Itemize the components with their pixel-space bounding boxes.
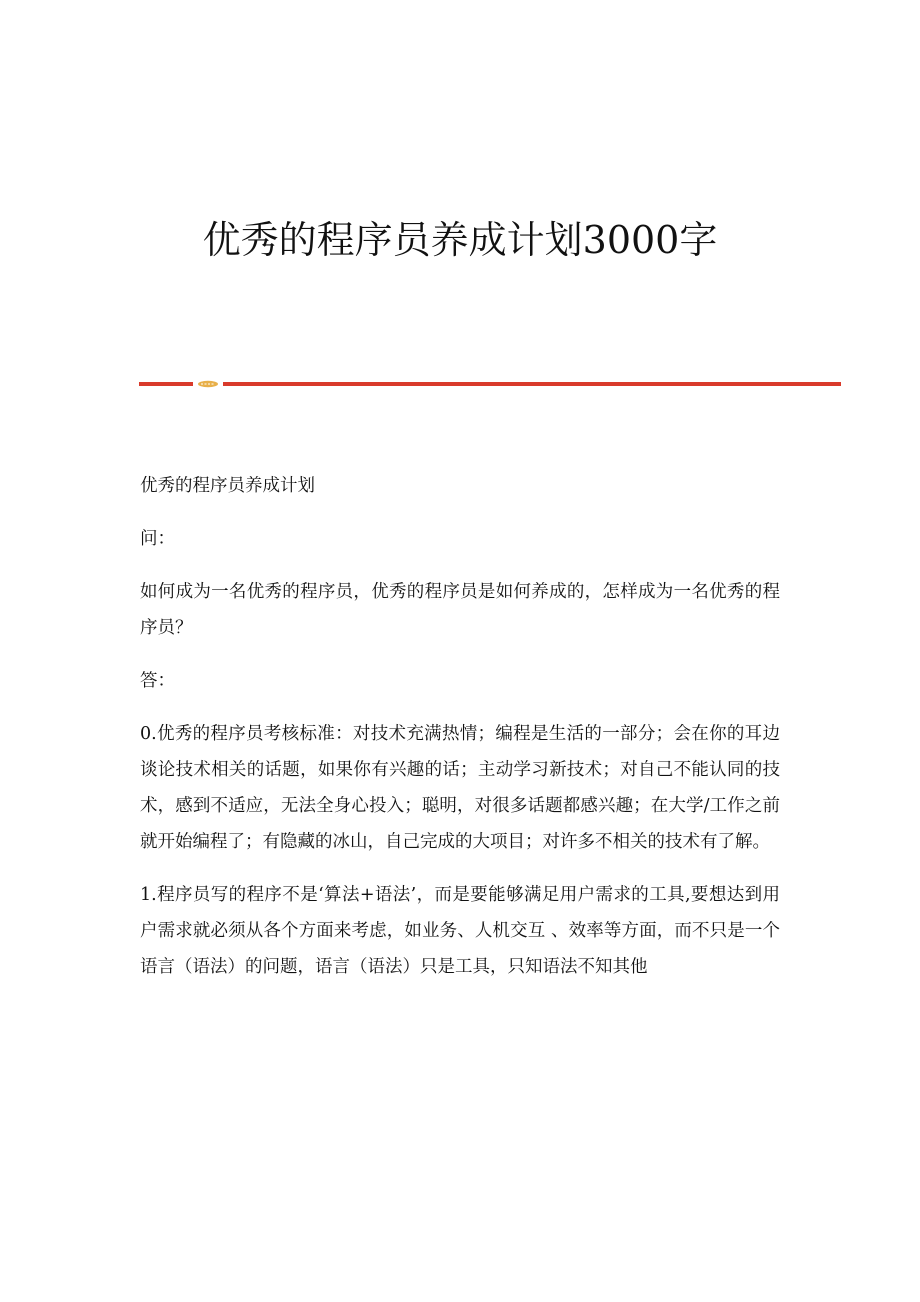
answer-paragraph: 1.程序员写的程序不是‘算法+语法’，而是要能够满足用户需求的工具,要想达到用户需求就必须从各个方面来考虑，如业务、人机交互 、效率等方面，而不只是一个语言（语法）的问题，语言（语法）只是工具，只知语法不知其他: [140, 885, 780, 977]
divider-line-right: [223, 382, 841, 386]
title-divider: [139, 378, 841, 390]
question-label: 问：: [140, 529, 175, 549]
document-body: [140, 468, 780, 1002]
answer-label: 答：: [140, 671, 175, 691]
divider-ornament-icon: [197, 380, 219, 388]
answer-paragraph: 0.优秀的程序员考核标准：对技术充满热情；编程是生活的一部分；会在你的耳边谈论技术相关的话题，如果你有兴趣的话；主动学习新技术；对自己不能认同的技术，感到不适应，无法全身心投入；聪明，对很多话题都感兴趣；在大学/工作之前就开始编程了；有隐藏的冰山，自己完成的大项目；对许多不相关的技术有了解。: [140, 724, 780, 852]
section-heading: 优秀的程序员养成计划: [140, 476, 315, 496]
divider-line-left: [139, 382, 193, 386]
question-text: 如何成为一名优秀的程序员，优秀的程序员是如何养成的，怎样成为一名优秀的程序员？: [140, 582, 780, 638]
document-title: 优秀的程序员养成计划3000字: [202, 218, 718, 262]
